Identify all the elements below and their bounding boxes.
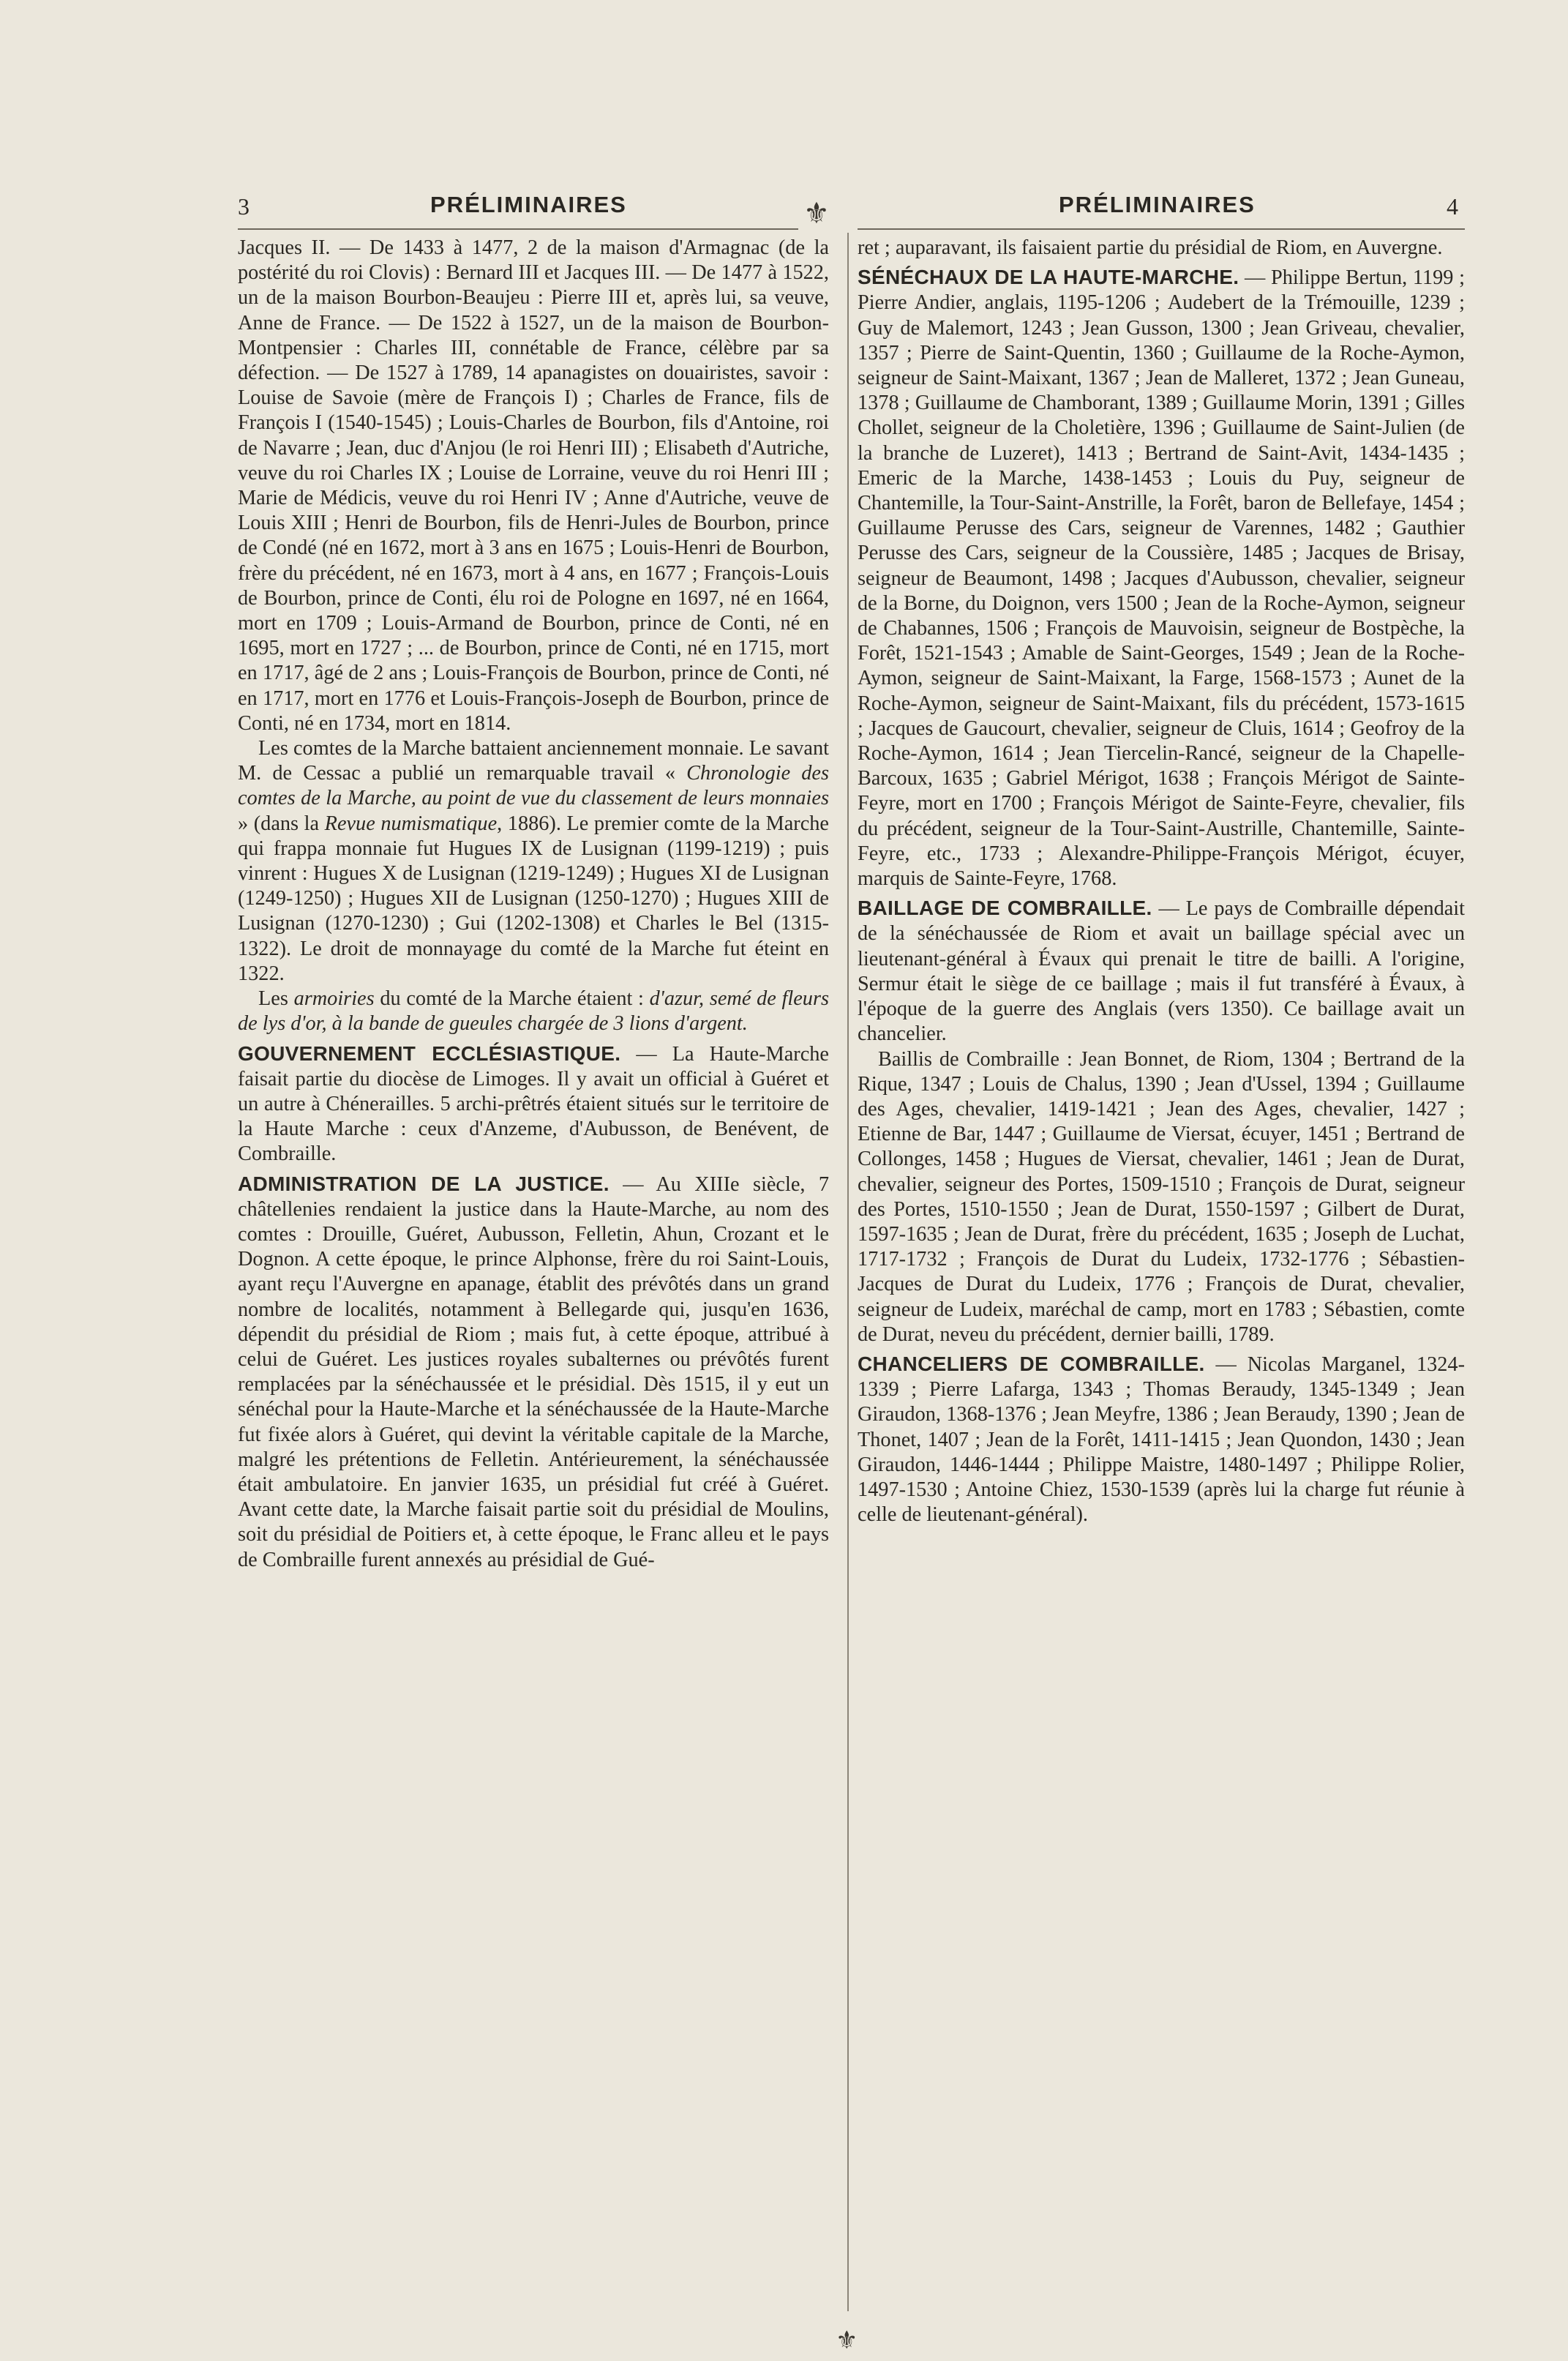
paragraph-comtes-list: Jacques II. — De 1433 à 1477, 2 de la maison d'Armagnac (de la postérité du roi Clovis) : Bernard III et Jacques III. — De 1477 à 1522, un de la maison Bourbon-Beaujeu : Pierre III et, après lui, sa veuve, Anne de France. — De 1522 à 1527, un de la maison de Bourbon-Montpensier : Charles III, connétable de France, célèbre par sa défection. — De 1527 à 1789, 14 apanagistes on douairistes, savoir : Louise de Savoie (mère de François I) ; Charles de France, fils de François I (1540-1545) ; Louis-Charles de Bourbon, fils d'Antoine, roi de Navarre ; Jean, duc d'Anjou (le roi Henri III) ; Elisabeth d'Autriche, veuve du roi Charles IX ; Louise de Lorraine, veuve du roi Henri III ; Marie de Médicis, veuve du roi Henri IV ; Anne d'Autriche, veuve de Louis XIII ; Henri de Bourbon, fils de Henri-Jules de Bourbon, prince de Condé (né en 1672, mort à 3 ans en 1675 ; Louis-Henri de Bourbon, frère du précédent, né en 1673, mort à 4 ans, en 1677 ; François-Louis de Bourbon, prince de Conti, élu roi de Pologne en 1697, né en 1664, mort en 1709 ; Louis-Armand de Bourbon, prince de Conti, né en 1695, mort en 1727 ; ... de Bourbon, prince de Conti, né en 1715, mort en 1717, âgé de 2 ans ; Louis-François de Bourbon, prince de Conti, né en 1717, mort en 1776 et Louis-François-Joseph de Bourbon, prince de Conti, né en 1734, mort en 1814. — [238, 236, 829, 735]
section-heading: SÉNÉCHAUX DE LA HAUTE-MARCHE. — [858, 266, 1239, 289]
paragraph-continuation: ret ; auparavant, ils faisaient partie du présidial de Riom, en Auvergne. — [858, 236, 1443, 259]
right-running-title: PRÉLIMINAIRES — [1059, 192, 1256, 217]
section-heading: BAILLAGE DE COMBRAILLE. — [858, 897, 1152, 920]
right-page-number: 4 — [1447, 193, 1458, 220]
left-running-title: PRÉLIMINAIRES — [430, 192, 627, 217]
section-chanceliers: CHANCELIERS DE COMBRAILLE. — Nicolas Marganel, 1324-1339 ; Pierre Lafarga, 1343 ; Thomas Beraudy, 1345-1349 ; Jean Giraudon, 1368-1376 ; Jean Meyfre, 1386 ; Jean Beraudy, 1390 ; Jean de Thonet, 1407 ; Jean de la Forêt, 1411-1415 ; Jean Quondon, 1430 ; Jean Giraudon, 1446-1444 ; Philippe Maistre, 1480-1497 ; Philippe Rolier, 1497-1530 ; Antoine Chiez, 1530-1539 (après lui la charge fut réunie à celle de lieutenant-général). — [858, 1352, 1465, 1527]
section-administration-justice: ADMINISTRATION DE LA JUSTICE. — Au XIIIe siècle, 7 châtellenies rendaient la justice dans la Haute-Marche, au nom des comtes : Drouille, Guéret, Aubusson, Felletin, Ahun, Crozant et le Dognon. A cette époque, le prince Alphonse, frère du roi Saint-Louis, ayant reçu l'Auvergne en apanage, établit des prévôtés dans un grand nombre de localités, notamment à Bellegarde qui, jusqu'en 1636, dépendit du présidial de Riom ; mais fut, à cette époque, attribué à celui de Guéret. Les justices royales subalternes ou prévôtés furent remplacées par la sénéchaussée et le présidial. Dès 1515, il y eut un sénéchal pour la Haute-Marche et la sénéchaussée de la Haute-Marche fut fixée alors à Guéret, qui devint la véritable capitale de la Marche, malgré les prétentions de Felletin. Antérieurement, la sénéchaussée était ambulatoire. En janvier 1635, un présidial fut créé à Guéret. Avant cette date, la Marche faisait partie soit du présidial de Moulins, soit du présidial de Poitiers et, à cette époque, le Franc alleu et le pays de Combraille furent annexés au présidial de Gué- — [238, 1172, 829, 1571]
section-baillage-combraille: BAILLAGE DE COMBRAILLE. — Le pays de Combraille dépendait de la sénéchaussée de Riom et avait un baillage spécial avec un lieutenant-général à Évaux qui prenait le titre de bailli. A l'origine, Sermur était le siège de ce baillage ; mais il fut transféré à Évaux, à l'époque de la guerre des Anglais (vers 1350). Ce baillage avait un chancelier. — [858, 897, 1465, 1046]
fleur-de-lis-icon: ⚜ — [803, 197, 830, 230]
section-heading: CHANCELIERS DE COMBRAILLE. — [858, 1352, 1205, 1375]
paragraph-monnaie: Les comtes de la Marche battaient anciennement monnaie. Le savant M. de Cessac a publié un remarquable travail « Chronologie des comtes de la Marche, au point de vue du classement de leurs monnaies » (dans la Revue numismatique, 1886). Le premier comte de la Marche qui frappa monnaie fut Hugues IX de Lusignan (1199-1219) ; puis vinrent : Hugues X de Lusignan (1219-1249) ; Hugues XI de Lusignan (1249-1250) ; Hugues XII de Lusignan (1250-1270) ; Hugues XIII de Lusignan (1270-1230) ; Gui (1202-1308) et Charles le Bel (1315-1322). Le droit de monnayage du comté de la Marche fut éteint en 1322. — [238, 737, 829, 985]
footer-ornament-icon: ⚜ — [836, 2327, 858, 2354]
section-heading: GOUVERNEMENT ECCLÉSIASTIQUE. — [238, 1041, 621, 1065]
paragraph-baillis: Baillis de Combraille : Jean Bonnet, de Riom, 1304 ; Bertrand de la Rique, 1347 ; Louis de Chalus, 1390 ; Jean d'Ussel, 1394 ; Guillaume des Ages, chevalier, 1419-1421 ; Jean des Ages, chevalier, 1427 ; Etienne de Bar, 1447 ; Guillaume de Viersat, écuyer, 1451 ; Bertrand de Collonges, 1458 ; Hugues de Viersat, chevalier, 1461 ; Jean de Durat, chevalier, seigneur des Portes, 1509-1510 ; François de Durat, seigneur des Portes, 1510-1550 ; Jean de Durat, 1550-1597 ; Gilbert de Durat, 1597-1635 ; Jean de Durat, frère du précédent, 1635 ; Joseph de Luchat, 1717-1732 ; François de Durat du Ludeix, 1732-1776 ; Sébastien-Jacques de Durat du Ludeix, 1776 ; François de Durat, chevalier, seigneur de Ludeix, maréchal de camp, mort en 1783 ; Sébastien, comte de Durat, neveu du précédent, dernier bailli, 1789. — [858, 1047, 1465, 1346]
header-rule-right — [858, 228, 1465, 230]
section-heading: ADMINISTRATION DE LA JUSTICE. — [238, 1172, 609, 1195]
left-page-number: 3 — [238, 193, 250, 220]
section-senechaux: SÉNÉCHAUX DE LA HAUTE-MARCHE. — Philippe Bertun, 1199 ; Pierre Andier, anglais, 1195-1206 ; Audebert de la Trémouille, 1239 ; Guy de Malemort, 1243 ; Jean Gusson, 1300 ; Jean Griveau, chevalier, 1357 ; Pierre de Saint-Quentin, 1360 ; Guillaume de la Roche-Aymon, seigneur de Saint-Maixant, 1367 ; Jean de Malleret, 1372 ; Jean Guneau, 1378 ; Guillaume de Chamborant, 1389 ; Guillaume Morin, 1391 ; Gilles Chollet, seigneur de la Choletière, 1396 ; Guillaume de Saint-Julien (de la branche de Luzeret), 1413 ; Bertrand de Saint-Avit, 1434-1435 ; Emeric de la Marche, 1438-1453 ; Louis du Puy, seigneur de Chantemille, la Tour-Saint-Anstrille, la Forêt, baron de Bellefaye, 1454 ; Guillaume Perusse des Cars, seigneur de Varennes, 1482 ; Gauthier Perusse des Cars, seigneur de la Coussière, 1485 ; Jacques de Brisay, seigneur de Beaumont, 1498 ; Jacques d'Aubusson, chevalier, seigneur de la Borne, du Doignon, vers 1500 ; Jean de la Roche-Aymon, seigneur de Chabannes, 1506 ; François de Mauvoisin, seigneur de Bostpèche, la Forêt, 1521-1543 ; Amable de Saint-Georges, 1549 ; Jean de la Roche-Aymon, seigneur de Saint-Maixant, la Farge, 1568-1573 ; Aunet de la Roche-Aymon, seigneur de Saint-Maixant, fils du précédent, 1573-1615 ; Jacques de Gaucourt, chevalier, seigneur de Cluis, 1614 ; Geofroy de la Roche-Aymon, 1614 ; Jean Tiercelin-Rancé, seigneur de la Chapelle-Barcoux, 1635 ; Gabriel Mérigot, 1638 ; François Mérigot de Sainte-Feyre, mort en 1700 ; François Mérigot de Sainte-Feyre, chevalier, fils du précédent, seigneur de la Tour-Saint-Austrille, Chantemille, Sainte-Feyre, etc., 1733 ; Alexandre-Philippe-François Mérigot, écuyer, marquis de Sainte-Feyre, 1768. — [858, 266, 1465, 891]
left-text-column — [238, 236, 829, 2329]
column-divider — [847, 233, 849, 2311]
right-page-header — [858, 192, 1501, 224]
paragraph-armoiries: Les armoiries du comté de la Marche étaient : d'azur, semé de fleurs de lys d'or, à la bande de gueules chargée de 3 lions d'argent. — [238, 987, 829, 1036]
left-page-header — [238, 192, 823, 224]
section-gouvernement-ecclesiastique: GOUVERNEMENT ECCLÉSIASTIQUE. — La Haute-Marche faisait partie du diocèse de Limoges. Il y avait un official à Guéret et un autre à Chénerailles. 5 archi-prêtrés étaient situés sur le territoire de la Haute Marche : ceux d'Anzeme, d'Aubusson, de Benévent, de Combraille. — [238, 1041, 829, 1166]
header-rule-left — [238, 228, 798, 230]
right-text-column — [858, 236, 1465, 2329]
